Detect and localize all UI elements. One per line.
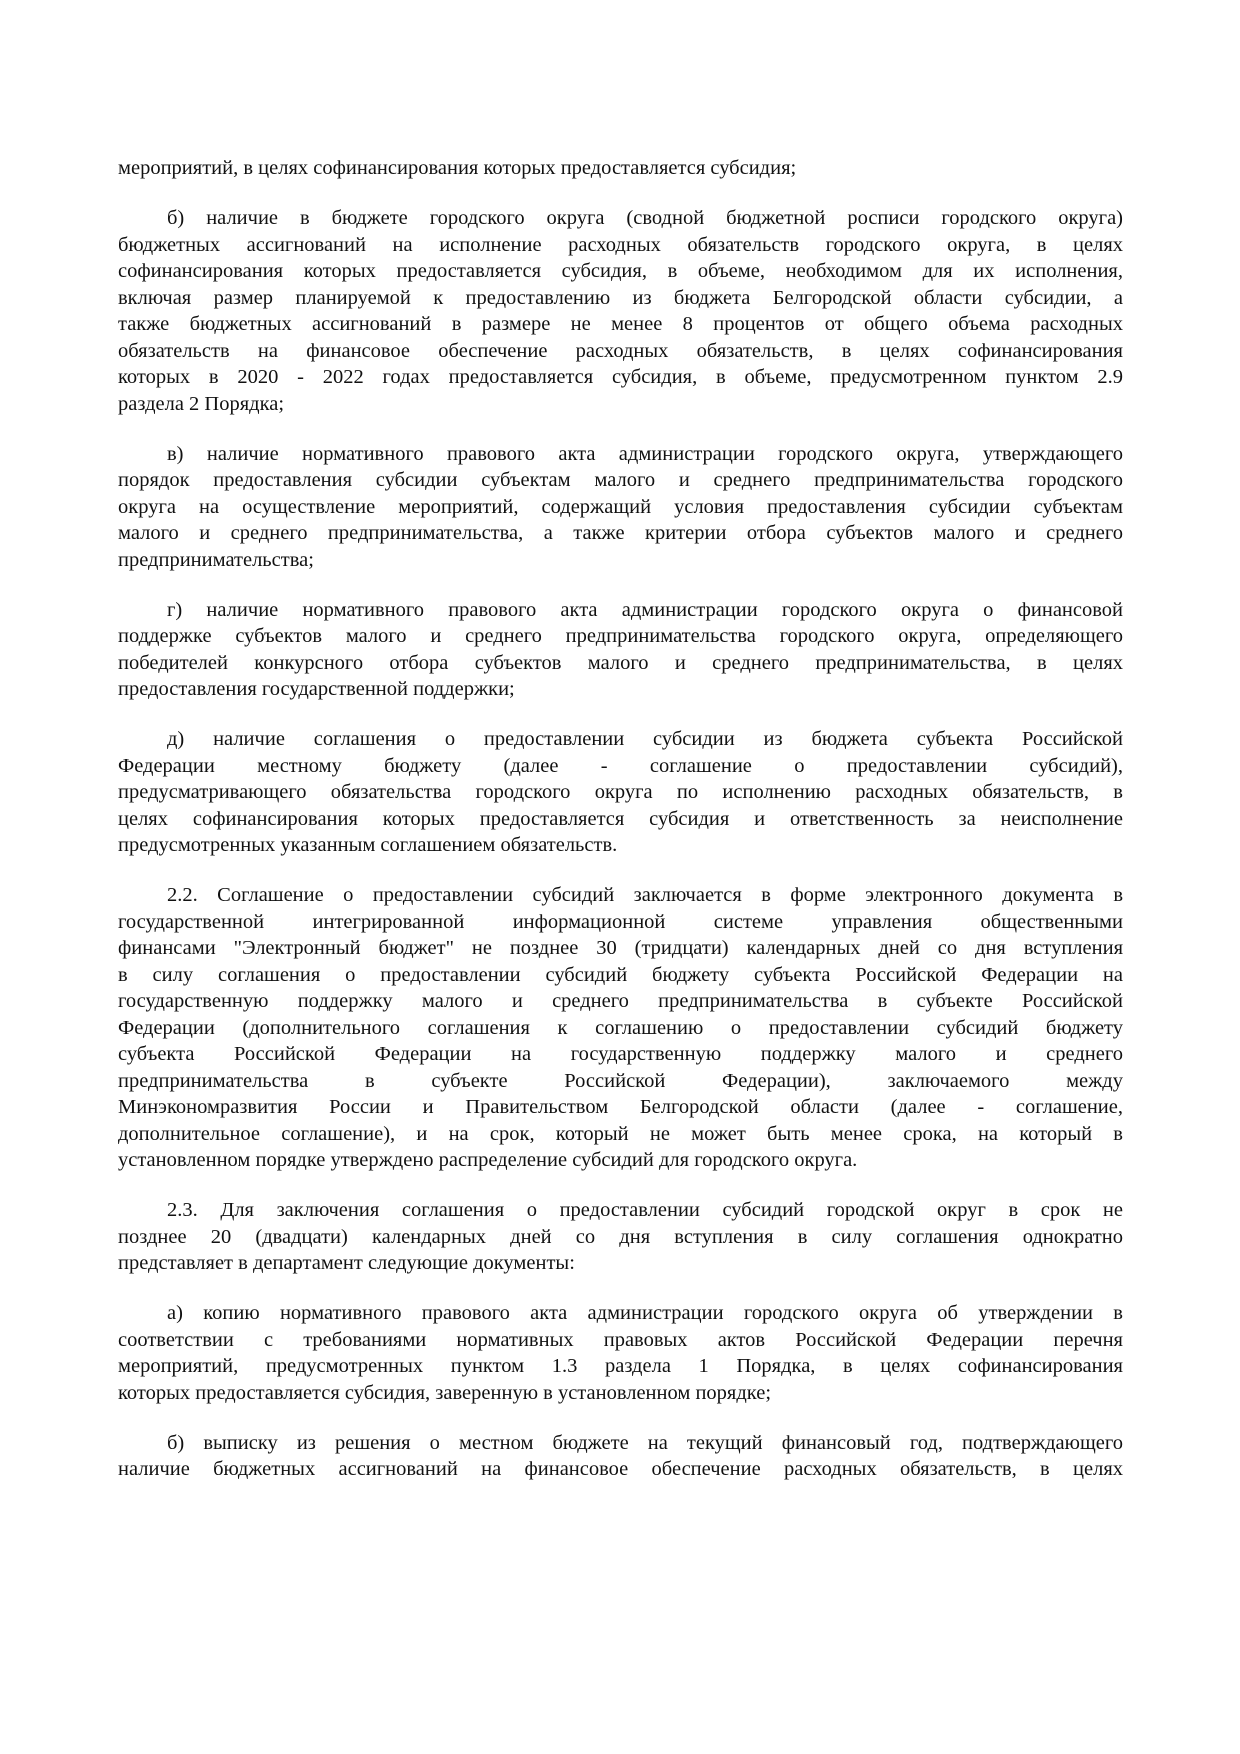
text-line: обязательств на финансовое обеспечение расходных обязательств, в целях софинансирования: [118, 339, 1123, 362]
text-line: Федерации местному бюджету (далее - соглашение о предоставлении субсидий),: [118, 754, 1123, 777]
text-line: 2.3. Для заключения соглашения о предоставлении субсидий городской округ в срок не: [167, 1199, 1123, 1221]
text-line: субъекта Российской Федерации на государственную поддержку малого и среднего: [118, 1043, 1123, 1065]
paragraph: [118, 205, 1123, 417]
text-line: г) наличие нормативного правового акта администрации городского округа о финансовой: [167, 598, 1123, 621]
text-line: целях софинансирования которых предоставляется субсидия и ответственность за неисполнение: [118, 807, 1123, 830]
paragraph: [118, 882, 1123, 1174]
text-line: Минэкономразвития России и Правительством Белгородской области (далее - соглашение,: [118, 1096, 1123, 1118]
text-line: государственной интегрированной информационной системе управления общественными: [118, 910, 1123, 933]
paragraph: [118, 726, 1123, 859]
paragraph: [118, 155, 1123, 182]
text-line: а) копию нормативного правового акта администрации городского округа об утверждении в: [167, 1302, 1123, 1324]
text-line: предпринимательства в субъекте Российской Федерации), заключаемого между: [118, 1069, 1123, 1092]
text-line: победителей конкурсного отбора субъектов малого и среднего предпринимательства, в целях: [118, 651, 1123, 674]
text-line: б) наличие в бюджете городского округа (сводной бюджетной росписи городского округа): [167, 207, 1123, 229]
text-line: 2.2. Соглашение о предоставлении субсидий заключается в форме электронного документа в: [167, 884, 1123, 906]
text-line: д) наличие соглашения о предоставлении субсидии из бюджета субъекта Российской: [167, 728, 1123, 750]
paragraph: [118, 1430, 1123, 1483]
text-line: наличие бюджетных ассигнований на финансовое обеспечение расходных обязательств, в целях: [118, 1458, 1123, 1480]
document-page: [118, 155, 1123, 1506]
text-line: дополнительное соглашение), и на срок, который не может быть менее срока, на который в: [118, 1122, 1123, 1145]
text-line: которых в 2020 - 2022 годах предоставляется субсидия, в объеме, предусмотренном пунктом 2.9: [118, 366, 1123, 388]
text-line: установленном порядке утверждено распределение субсидий для городского округа.: [118, 1149, 858, 1171]
text-line: в) наличие нормативного правового акта администрации городского округа, утверждающего: [167, 442, 1123, 465]
text-line: позднее 20 (двадцати) календарных дней со дня вступления в силу соглашения однократно: [118, 1225, 1123, 1248]
paragraph: [118, 1300, 1123, 1406]
text-line: предоставления государственной поддержки;: [118, 678, 515, 700]
text-line: порядок предоставления субсидии субъектам малого и среднего предпринимательства городского: [118, 469, 1123, 491]
text-line: поддержке субъектов малого и среднего предпринимательства городского округа, определяющего: [118, 625, 1123, 647]
text-line: в силу соглашения о предоставлении субсидий бюджету субъекта Российской Федерации на: [118, 963, 1123, 986]
paragraph: [118, 597, 1123, 703]
text-line: округа на осуществление мероприятий, содержащий условия предоставления субсидии субъектам: [118, 495, 1123, 518]
text-line: Федерации (дополнительного соглашения к соглашению о предоставлении субсидий бюджету: [118, 1016, 1123, 1039]
text-line: финансами "Электронный бюджет" не позднее 30 (тридцати) календарных дней со дня вступления: [118, 937, 1123, 959]
text-line: предусматривающего обязательства городского округа по исполнению расходных обязательств, в: [118, 781, 1123, 803]
text-line: мероприятий, в целях софинансирования которых предоставляется субсидия;: [118, 157, 797, 179]
text-line: мероприятий, предусмотренных пунктом 1.3 раздела 1 Порядка, в целях софинансирования: [118, 1355, 1123, 1377]
text-line: малого и среднего предпринимательства, а также критерии отбора субъектов малого и среднего: [118, 522, 1123, 544]
text-line: соответствии с требованиями нормативных правовых актов Российской Федерации перечня: [118, 1328, 1123, 1351]
text-line: представляет в департамент следующие документы:: [118, 1252, 575, 1274]
text-line: которых предоставляется субсидия, заверенную в установленном порядке;: [118, 1381, 772, 1404]
text-line: б) выписку из решения о местном бюджете на текущий финансовый год, подтверждающего: [167, 1431, 1123, 1454]
text-line: раздела 2 Порядка;: [118, 392, 285, 415]
text-line: государственную поддержку малого и среднего предпринимательства в субъекте Российской: [118, 990, 1123, 1012]
paragraph: [118, 1197, 1123, 1277]
text-line: бюджетных ассигнований на исполнение расходных обязательств городского округа, в целях: [118, 233, 1123, 256]
text-line: софинансирования которых предоставляется субсидия, в объеме, необходимом для их исполнения,: [118, 260, 1123, 282]
text-line: также бюджетных ассигнований в размере не менее 8 процентов от общего объема расходных: [118, 313, 1123, 335]
text-line: предусмотренных указанным соглашением обязательств.: [118, 834, 618, 856]
text-line: предпринимательства;: [118, 548, 314, 571]
text-line: включая размер планируемой к предоставлению из бюджета Белгородской области субсидии, а: [118, 286, 1123, 309]
paragraph: [118, 441, 1123, 574]
